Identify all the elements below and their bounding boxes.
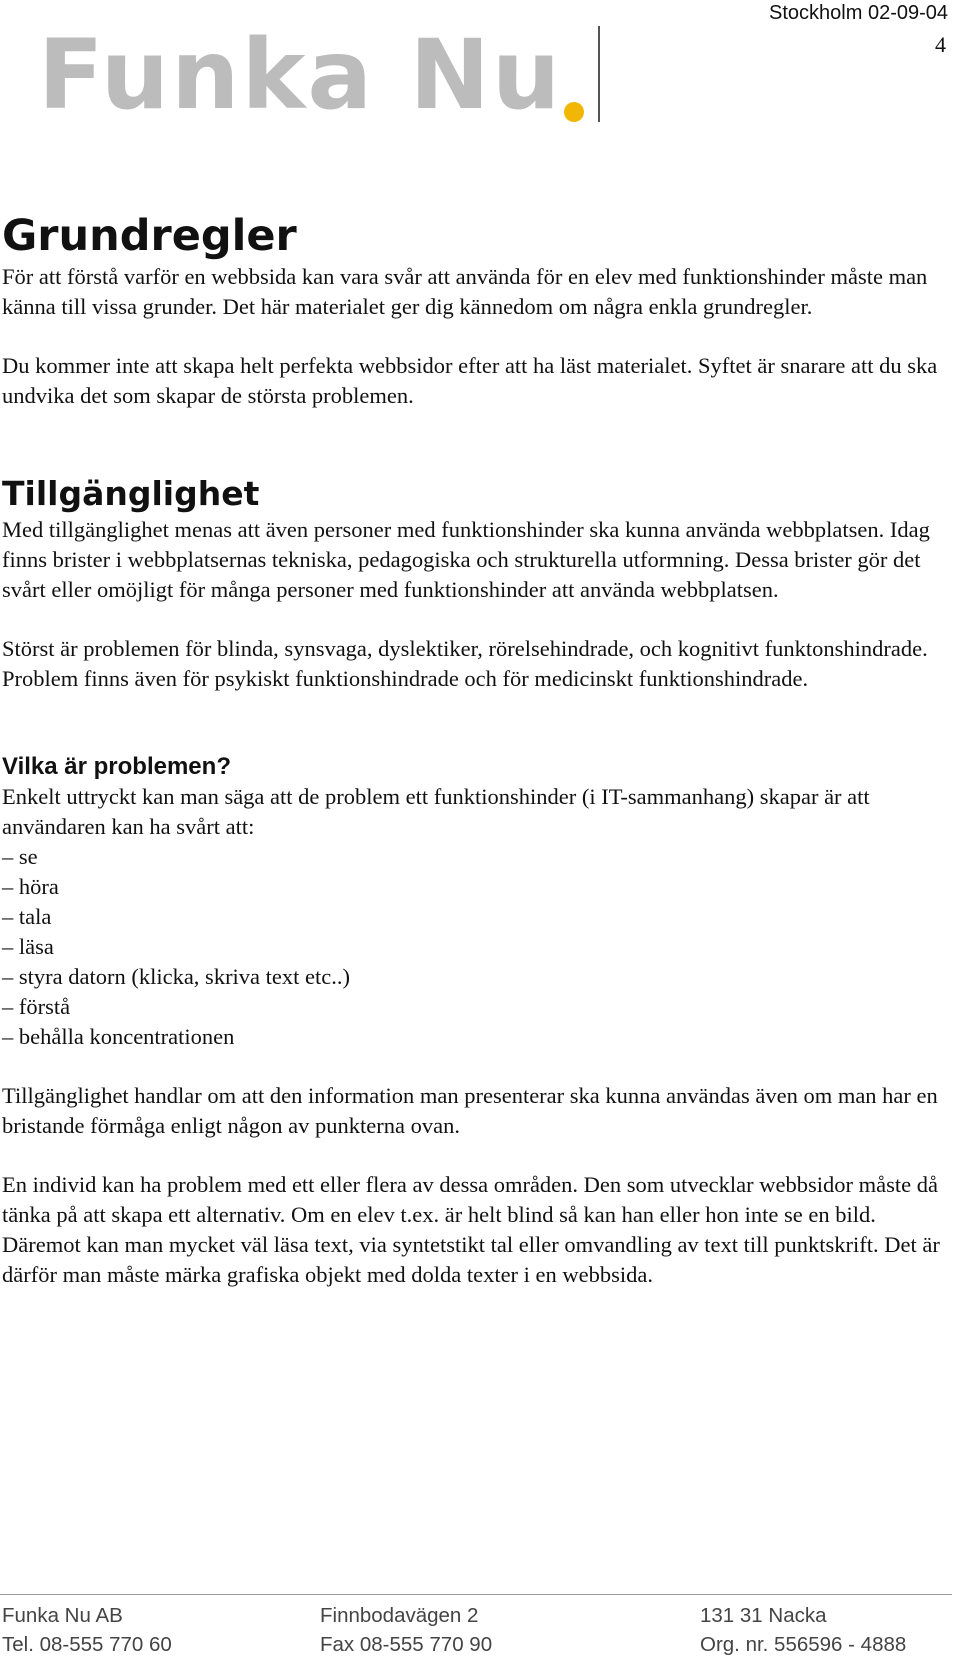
footer-divider xyxy=(0,1594,952,1595)
logo-dot xyxy=(564,102,584,122)
logo-divider xyxy=(598,26,600,122)
list-item: – se xyxy=(2,842,952,872)
list-item: – förstå xyxy=(2,992,952,1022)
list-item: – behålla koncentrationen xyxy=(2,1022,952,1052)
heading-tillganglighet: Tillgänglighet xyxy=(2,474,260,513)
list-item: – styra datorn (klicka, skriva text etc..) xyxy=(2,962,952,992)
heading-problem: Vilka är problemen? xyxy=(2,753,231,780)
footer-tel: Tel. 08-555 770 60 xyxy=(2,1633,172,1656)
page-number: 4 xyxy=(935,32,946,57)
heading-grundregler: Grundregler xyxy=(2,211,297,261)
list-item: – tala xyxy=(2,902,952,932)
logo-text: Funka Nu xyxy=(38,19,563,131)
paragraph-grundregler-2: Du kommer inte att skapa helt perfekta webbsidor efter att ha läst materialet. Syftet är snarare att du ska undvika det som skapar de största problemen. xyxy=(2,353,938,408)
paragraph-problem-3: En individ kan ha problem med ett eller flera av dessa områden. Den som utvecklar webbsidor måste då tänka på att skapa ett alternativ. Om en elev t.ex. är helt blind så kan han eller hon inte se en bild. Däremot kan man mycket väl läsa text, via syntetstikt tal eller omvandling av text till punktskrift. Det är därför man måste märka grafiska objekt med dolda texter i en webbsida. xyxy=(2,1172,940,1287)
paragraph-problem-intro: Enkelt uttryckt kan man säga att de problem ett funktionshinder (i IT-sammanhang) skapar är att användaren kan ha svårt att: xyxy=(2,784,870,839)
list-item: – höra xyxy=(2,872,952,902)
footer-company: Funka Nu AB xyxy=(2,1604,123,1627)
page-footer xyxy=(0,1594,952,1659)
document-body xyxy=(2,210,952,1290)
paragraph-problem-2: Tillgänglighet handlar om att den information man presenterar ska kunna användas även om man har en bristande förmåga enligt någon av punkterna ovan. xyxy=(2,1083,938,1138)
footer-postal: 131 31 Nacka xyxy=(700,1604,827,1627)
list-item: – läsa xyxy=(2,932,952,962)
paragraph-tillganglighet-2: Störst är problemen för blinda, synsvaga, dyslektiker, rörelsehindrade, och kognitivt funktonshindrade. Problem finns även för psykiskt funktionshindrade och för medicinskt funktionshindrade. xyxy=(2,636,928,691)
header-date: Stockholm 02-09-04 xyxy=(769,2,948,24)
funka-nu-logo xyxy=(38,20,600,130)
footer-street: Finnbodavägen 2 xyxy=(320,1604,479,1627)
problem-list xyxy=(2,842,952,1052)
footer-fax: Fax 08-555 770 90 xyxy=(320,1633,493,1656)
paragraph-tillganglighet-1: Med tillgänglighet menas att även personer med funktionshinder ska kunna använda webbplatsen. Idag finns brister i webbplatsernas tekniska, pedagogiska och strukturella utformning. Dessa brister gör det svårt eller omöjligt för många personer med funktionshinder att använda webbplatsen. xyxy=(2,517,930,602)
footer-org: Org. nr. 556596 - 4888 xyxy=(700,1633,907,1656)
paragraph-grundregler-1: För att förstå varför en webbsida kan vara svår att använda för en elev med funktionshinder måste man känna till vissa grunder. Det här materialet ger dig kännedom om några enkla grundregler. xyxy=(2,264,928,319)
